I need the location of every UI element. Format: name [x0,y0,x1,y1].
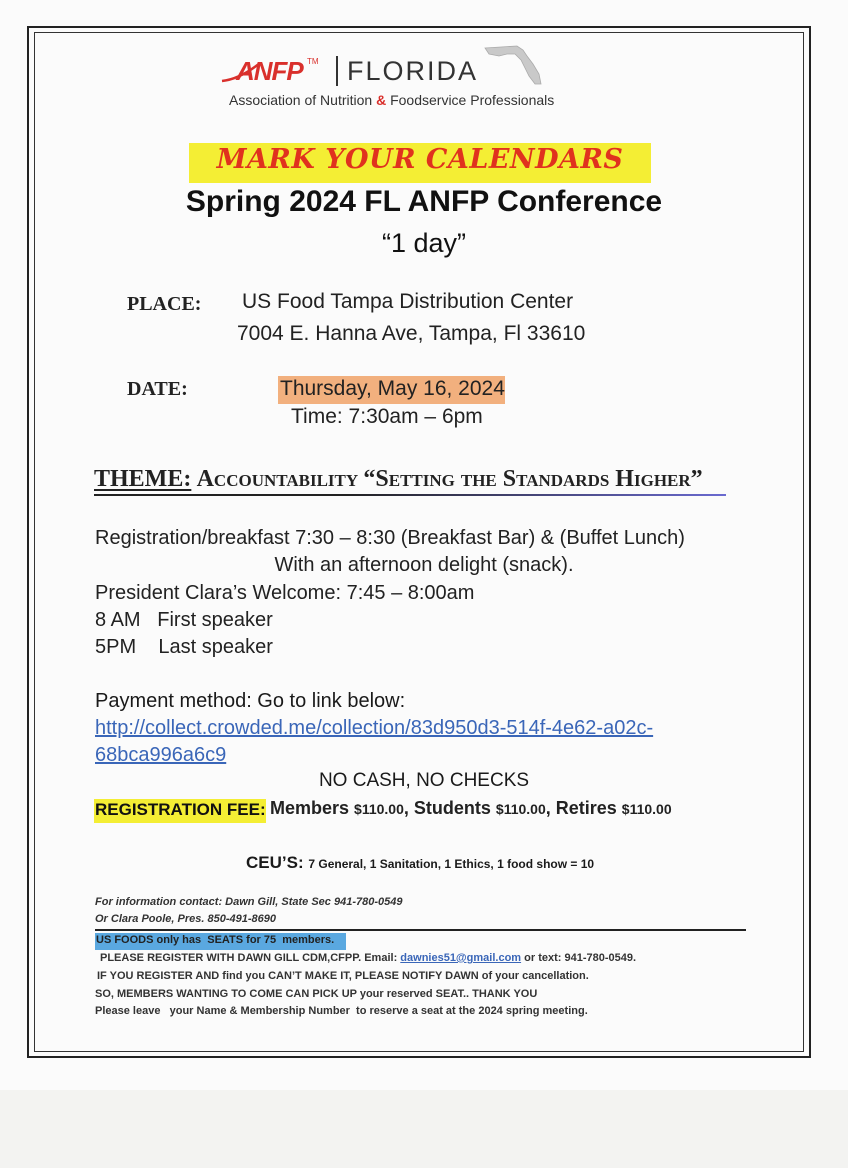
separator-line [95,929,746,931]
schedule-line5: 5PM Last speaker [95,636,273,658]
fee-label-text: REGISTRATION FEE [95,800,260,819]
conference-title: Spring 2024 FL ANFP Conference [185,185,663,218]
date-time: Time: 7:30am – 6pm [291,405,483,428]
logo-brand: ANFP [236,56,303,86]
notify-notice: IF YOU REGISTER AND find you CAN’T MAKE IT, PLEASE NOTIFY DAWN of your cancellation. [97,970,589,982]
schedule-line1: Registration/breakfast 7:30 – 8:30 (Breakfast Bar) & (Buffet Lunch) [95,527,685,549]
fee-members-amount: $110.00 [354,801,404,817]
contact-line1: For information contact: Dawn Gill, State Sec 941-780-0549 [95,896,403,908]
logo-trademark: TM [307,57,319,66]
date-label: DATE: [127,378,188,400]
theme-tagline: “Setting the Standards Higher” [363,466,703,492]
place-line2: 7004 E. Hanna Ave, Tampa, Fl 33610 [237,322,586,345]
theme-heading [94,466,703,493]
register-prefix: PLEASE REGISTER WITH DAWN GILL CDM,CFPP. Email: [100,952,401,964]
place-line1: US Food Tampa Distribution Center [242,290,574,313]
logo-subtitle-amp: & [376,92,387,108]
payment-link-line1[interactable]: http://collect.crowded.me/collection/83d950d3-514f-4e62-a02c- [95,717,654,739]
logo-subtitle [229,92,554,108]
fee-retires-label: , Retires [545,798,622,818]
logo-region: FLORIDA [347,56,479,86]
theme-underline [94,494,726,496]
logo-subtitle-part2: Foodservice Professionals [386,92,555,108]
place-label: PLACE: [127,293,202,315]
fee-label-colon: : [259,800,266,819]
fee-retires-amount: $110.00 [621,801,672,817]
leave-notice: Please leave your Name & Membership Number to reserve a seat at the 2024 spring meeting. [95,1005,588,1017]
contact-line2: Or Clara Poole, Pres. 850-491-8690 [95,913,276,925]
no-cash-notice: NO CASH, NO CHECKS [318,770,530,791]
fee-students-amount: $110.00 [495,801,546,817]
banner-text: MARK YOUR CALENDARS [216,144,624,175]
fee-details [270,798,672,819]
fee-members-label: Members [270,798,355,818]
date-day: Thursday, May 16, 2024 [280,377,505,400]
florida-state-icon [483,42,545,86]
payment-link-line2[interactable]: 68bca996a6c9 [95,744,227,766]
email-link[interactable]: dawnies51@gmail.com [400,952,522,964]
logo-divider [336,56,338,86]
ceu-label: CEU’S: [246,853,304,872]
members-notice: SO, MEMBERS WANTING TO COME CAN PICK UP your reserved SEAT.. THANK YOU [95,988,538,1000]
schedule-line3: President Clara’s Welcome: 7:45 – 8:00am [95,582,475,604]
theme-name: Accountability [196,466,359,492]
ceu-details: 7 General, 1 Sanitation, 1 Ethics, 1 food show = 10 [308,857,595,871]
payment-label: Payment method: Go to link below: [95,690,406,712]
theme-label: THEME: [94,466,192,492]
conference-subtitle: “1 day” [381,228,467,258]
fee-students-label: , Students [403,798,496,818]
fee-label [95,800,266,820]
schedule-line4: 8 AM First speaker [95,609,273,631]
seats-notice: US FOODS only has SEATS for 75 members. [96,934,335,946]
register-suffix: or text: 941-780-0549. [521,952,637,964]
ceu-info [246,853,594,873]
schedule-line2: With an afternoon delight (snack). [274,554,574,576]
register-notice [100,952,636,964]
logo-subtitle-part1: Association of Nutrition [229,92,377,108]
